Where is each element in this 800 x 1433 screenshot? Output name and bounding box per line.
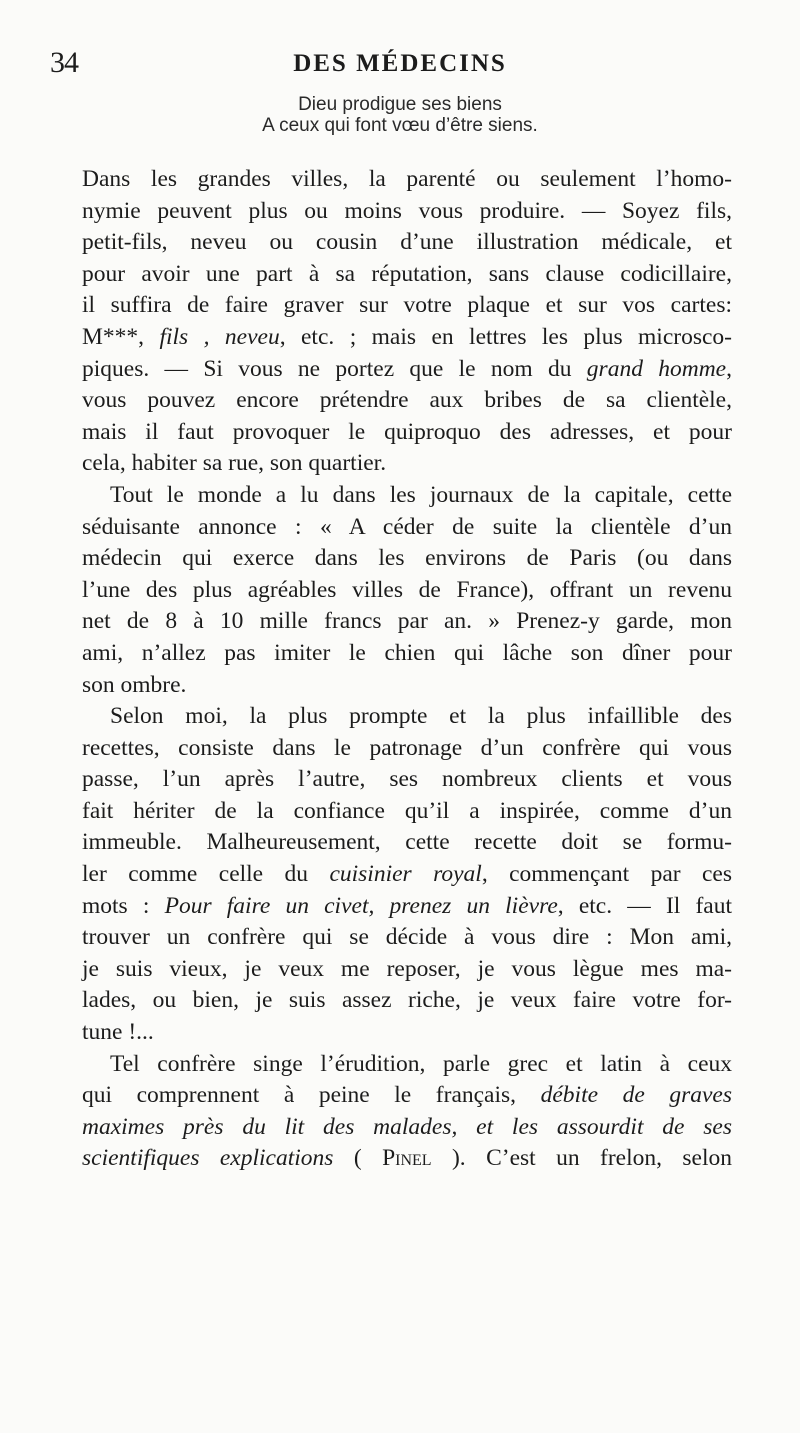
epigraph-line: Dieu prodigue ses biens bbox=[298, 94, 502, 115]
text-line: Tel confrère singe l’érudition, parle grec et latin à ceux bbox=[110, 1050, 732, 1077]
text-line: petit-fils, neveu ou cousin d’une illustration médicale, et bbox=[82, 229, 732, 256]
text-line: tune !... bbox=[82, 1019, 154, 1046]
body-text bbox=[82, 164, 732, 1175]
text-line: net de 8 à 10 mille francs par an. » Prenez-y garde, mon bbox=[82, 608, 732, 635]
text-line: Tout le monde a lu dans les journaux de la capitale, cette bbox=[110, 481, 732, 508]
text-line: recettes, consiste dans le patronage d’un confrère qui vous bbox=[82, 734, 732, 761]
page-number: 34 bbox=[50, 46, 78, 79]
epigraph bbox=[0, 94, 800, 136]
text-line: Selon moi, la plus prompte et la plus infaillible des bbox=[110, 703, 732, 730]
running-head: DES MÉDECINS bbox=[293, 50, 507, 77]
text-line: passe, l’un après l’autre, ses nombreux clients et vous bbox=[82, 766, 732, 793]
text-line: lades, ou bien, je suis assez riche, je veux faire votre for- bbox=[82, 987, 732, 1014]
text-line: son ombre. bbox=[82, 671, 187, 698]
italic-text: cuisinier royal bbox=[329, 861, 482, 888]
text-line: mots : Pour faire un civet, prenez un lièvre, etc. — Il faut bbox=[82, 892, 733, 919]
text-line: mais il faut provoquer le quiproquo des adresses, et pour bbox=[82, 418, 732, 445]
text-line: il suffira de faire graver sur votre plaque et sur vos cartes: bbox=[82, 292, 732, 319]
text-line: fait hériter de la confiance qu’il a inspirée, comme d’un bbox=[82, 797, 732, 824]
text-line: médecin qui exerce dans les environs de Paris (ou dans bbox=[82, 545, 732, 572]
text-line: séduisante annonce : « A céder de suite la clientèle d’un bbox=[82, 513, 732, 540]
text-line bbox=[82, 1112, 732, 1144]
text-line: piques. — Si vous ne portez que le nom du grand homme, bbox=[82, 355, 732, 382]
italic-text: fils , neveu bbox=[159, 323, 280, 350]
text-line: M***, fils , neveu, etc. ; mais en lettres les plus microsco- bbox=[82, 323, 732, 350]
text-line: trouver un confrère qui se décide à vous dire : Mon ami, bbox=[82, 924, 732, 951]
epigraph-line: A ceux qui font vœu d’être siens. bbox=[262, 115, 538, 136]
text-line: immeuble. Malheureusement, cette recette doit se formu- bbox=[82, 829, 732, 856]
small-caps-name: Pinel bbox=[382, 1145, 432, 1172]
italic-text: débite de graves bbox=[540, 1082, 732, 1109]
page-header bbox=[50, 46, 750, 86]
text-line: cela, habiter sa rue, son quartier. bbox=[82, 450, 387, 477]
text-line: scientifiques explications ( Pinel ). C’est un frelon, selon bbox=[82, 1145, 732, 1172]
italic-text: Pour faire un civet, prenez un lièvre bbox=[164, 892, 558, 919]
text-line: vous pouvez encore prétendre aux bribes de sa clientèle, bbox=[82, 387, 732, 414]
text-line: je suis vieux, je veux me reposer, je vous lègue mes ma- bbox=[82, 955, 732, 982]
text-line: Dans les grandes villes, la parenté ou seulement l’homo- bbox=[82, 166, 732, 192]
text-line: ler comme celle du cuisinier royal, commençant par ces bbox=[82, 861, 732, 888]
text-line: pour avoir une part à sa réputation, sans clause codicillaire, bbox=[82, 260, 732, 287]
text-line: l’une des plus agréables villes de France), offrant un revenu bbox=[82, 576, 732, 603]
italic-text: maximes près du lit des malades, et les assourdit de ses bbox=[82, 1113, 732, 1140]
text-line: qui comprennent à peine le français, débite de graves bbox=[82, 1082, 732, 1109]
text-line: nymie peuvent plus ou moins vous produire. — Soyez fils, bbox=[82, 197, 732, 224]
italic-text: grand homme bbox=[586, 355, 727, 382]
text-line: ami, n’allez pas imiter le chien qui lâche son dîner pour bbox=[82, 639, 732, 666]
italic-text: scientifiques explications bbox=[82, 1145, 334, 1172]
